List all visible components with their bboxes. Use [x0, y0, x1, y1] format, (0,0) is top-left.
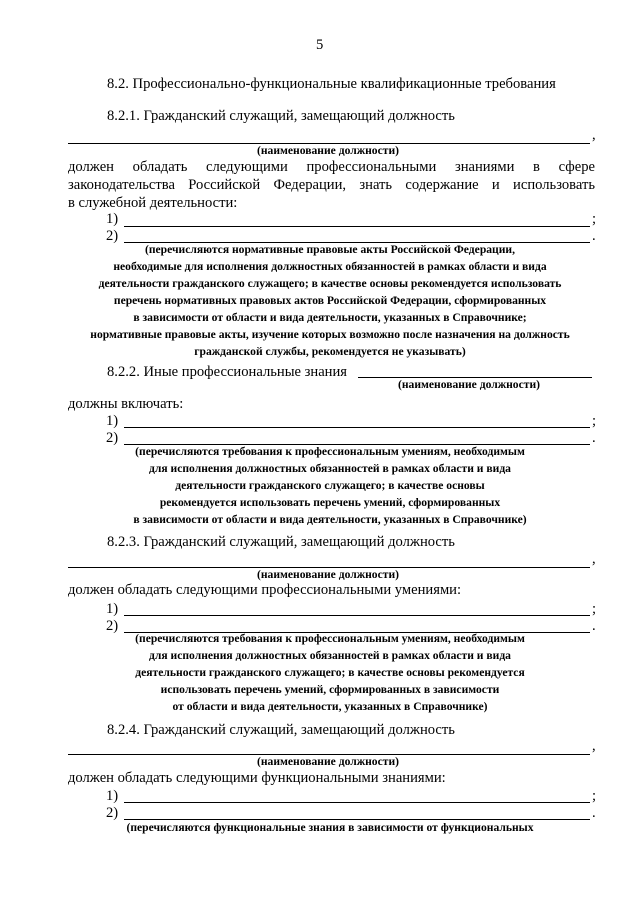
list-item-number: 2) — [106, 228, 119, 244]
lead-line: должен обладать следующими функциональными знаниями: — [68, 770, 446, 786]
note-line: рекомендуется использовать перечень умений, сформированных — [159, 496, 501, 509]
list-item-blank-line — [124, 615, 590, 616]
note-line: деятельности гражданского служащего; в качестве основы рекомендуется — [135, 666, 525, 679]
punct-period: . — [592, 805, 596, 821]
punct-semicolon: ; — [592, 788, 597, 804]
section-heading: 8.2. Профессионально-функциональные квалификационные требования — [107, 76, 556, 92]
lead-line: должен обладать следующими профессиональными умениями: — [68, 582, 462, 598]
list-item-number: 1) — [106, 788, 119, 804]
punct-comma: , — [592, 551, 596, 567]
note-line: (перечисляются требования к профессиональным умениям, необходимым — [135, 632, 525, 645]
position-caption: (наименование должности) — [257, 568, 399, 581]
list-item-number: 1) — [106, 211, 119, 227]
subsection-heading-8-2-3: 8.2.3. Гражданский служащий, замещающий должность — [107, 534, 455, 550]
punct-comma: , — [592, 738, 596, 754]
note-line: в зависимости от области и вида деятельности, указанных в Справочнике; — [133, 311, 527, 324]
list-item-blank-line — [124, 802, 590, 803]
position-caption: (наименование должности) — [257, 755, 399, 768]
list-item-number: 1) — [106, 413, 119, 429]
lead-line: должны включать: — [68, 396, 184, 412]
note-line: (перечисляются нормативные правовые акты Российской Федерации, — [145, 243, 515, 256]
note-line: для исполнения должностных обязанностей в рамках области и вида — [149, 649, 511, 662]
note-line: деятельности гражданского служащего; в качестве основы рекомендуется использовать — [98, 277, 562, 290]
note-line: использовать перечень умений, сформированных в зависимости — [160, 683, 500, 696]
note-line: нормативные правовые акты, изучение которых возможно после назначения на должность — [90, 328, 570, 341]
punct-comma: , — [592, 127, 596, 143]
position-caption: (наименование должности) — [257, 144, 399, 157]
punct-semicolon: ; — [592, 413, 597, 429]
subsection-heading-8-2-2: 8.2.2. Иные профессиональные знания — [107, 364, 348, 380]
punct-period: . — [592, 618, 596, 634]
list-item-number: 2) — [106, 430, 119, 446]
note-line: деятельности гражданского служащего; в качестве основы — [175, 479, 485, 492]
lead-line: законодательства Российской Федерации, знать содержание и использовать — [68, 177, 595, 193]
note-line: от области и вида деятельности, указанных в Справочнике) — [172, 700, 488, 713]
note-line: для исполнения должностных обязанностей в рамках области и вида — [149, 462, 511, 475]
note-line: (перечисляются функциональные знания в зависимости от функциональных — [126, 821, 534, 834]
list-item-blank-line — [124, 427, 590, 428]
list-item-number: 2) — [106, 805, 119, 821]
note-line: (перечисляются требования к профессиональным умениям, необходимым — [135, 445, 525, 458]
punct-period: . — [592, 228, 596, 244]
note-line: в зависимости от области и вида деятельности, указанных в Справочнике) — [133, 513, 527, 526]
subsection-heading-8-2-1: 8.2.1. Гражданский служащий, замещающий должность — [107, 108, 455, 124]
punct-semicolon: ; — [592, 211, 597, 227]
list-item-number: 2) — [106, 618, 119, 634]
punct-semicolon: ; — [592, 601, 597, 617]
note-line: перечень нормативных правовых актов Российской Федерации, сформированных — [113, 294, 547, 307]
note-line: гражданской службы, рекомендуется не указывать) — [194, 345, 466, 358]
lead-line: должен обладать следующими профессиональными знаниями в сфере — [68, 159, 595, 175]
note-line: необходимые для исполнения должностных обязанностей в рамках области и вида — [113, 260, 547, 273]
page-number: 5 — [316, 37, 324, 53]
position-caption: (наименование должности) — [398, 378, 540, 391]
subsection-heading-8-2-4: 8.2.4. Гражданский служащий, замещающий должность — [107, 722, 455, 738]
list-item-blank-line — [124, 226, 590, 227]
punct-period: . — [592, 430, 596, 446]
lead-line: в служебной деятельности: — [68, 195, 238, 211]
list-item-number: 1) — [106, 601, 119, 617]
